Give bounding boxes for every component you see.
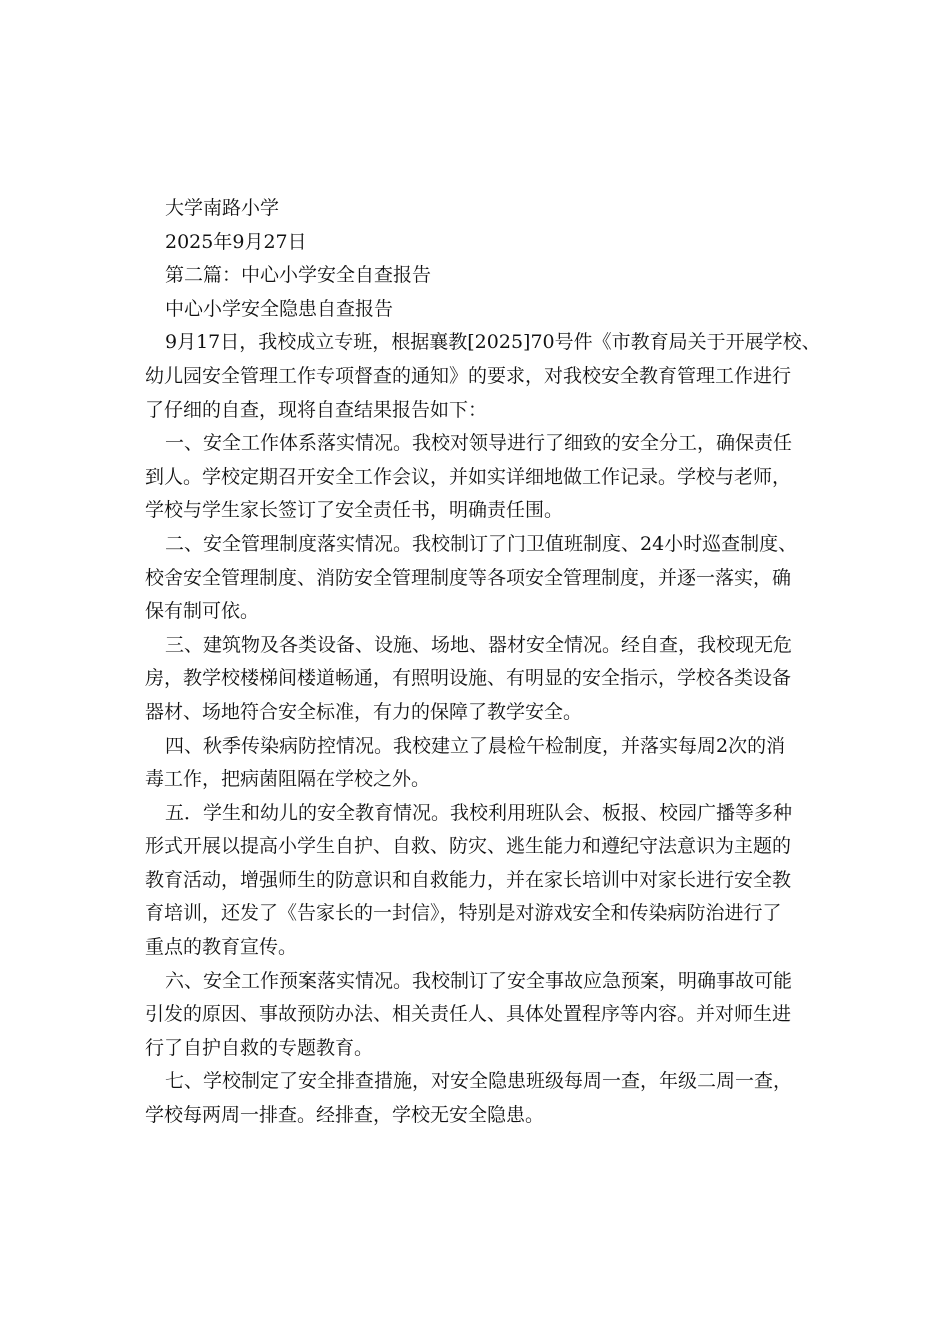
school-name: 大学南路小学 <box>165 197 280 219</box>
paragraph-line: 学校与学生家长签订了安全责任书，明确责任围。 <box>145 499 564 522</box>
paragraph-line: 到人。学校定期召开安全工作会议，并如实详细地做工作记录。学校与老师， <box>145 465 792 488</box>
paragraph-line: 四、秋季传染病防控情况。我校建立了晨检午检制度，并落实每周2次的消 <box>165 734 786 757</box>
paragraph-4 <box>145 730 813 797</box>
paragraph-3 <box>145 629 813 730</box>
paragraph-line: 行了自护自救的专题教育。 <box>145 1036 374 1059</box>
paragraph-line: 六、安全工作预案落实情况。我校制订了安全事故应急预案，明确事故可能 <box>165 969 793 992</box>
report-title: 中心小学安全隐患自查报告 <box>165 297 394 320</box>
paragraph-line: 三、建筑物及各类设备、设施、场地、器材安全情况。经自查，我校现无危 <box>165 633 793 656</box>
paragraph-line: 了仔细的自查，现将自查结果报告如下： <box>145 398 488 421</box>
paragraph-line: 二、安全管理制度落实情况。我校制订了门卫值班制度、24小时巡查制度、 <box>165 532 798 555</box>
paragraph-line: 幼儿园安全管理工作专项督查的通知》的要求，对我校安全教育管理工作进行 <box>145 364 792 387</box>
paragraph-6 <box>145 965 813 1066</box>
paragraph-line: 9月17日，我校成立专班，根据襄教[2025]70号件《市教育局关于开展学校、 <box>165 331 821 354</box>
paragraph-line: 教育活动，增强师生的防意识和自救能力，并在家长培训中对家长进行安全教 <box>145 868 792 891</box>
paragraph-line: 重点的教育宣传。 <box>145 936 298 959</box>
paragraph-line: 五．学生和幼儿的安全教育情况。我校利用班队会、板报、校园广播等多种 <box>165 801 793 824</box>
report-date: 2025年9月27日 <box>165 230 307 253</box>
paragraph-line: 房，教学校楼梯间楼道畅通，有照明设施、有明显的安全指示，学校各类设备 <box>145 667 792 690</box>
paragraph-line: 引发的原因、事故预防办法、相关责任人、具体处置程序等内容。并对师生进 <box>145 1003 792 1026</box>
paragraph-line: 形式开展以提高小学生自护、自救、防灾、逃生能力和遵纪守法意识为主题的 <box>145 835 792 858</box>
paragraph-line: 校舍安全管理制度、消防安全管理制度等各项安全管理制度，并逐一落实，确 <box>145 566 792 589</box>
paragraph-5 <box>145 797 813 965</box>
paragraph-line: 一、安全工作体系落实情况。我校对领导进行了细致的安全分工，确保责任 <box>165 432 793 455</box>
paragraph-line: 七、学校制定了安全排查措施，对安全隐患班级每周一查，年级二周一查， <box>165 1070 793 1093</box>
paragraph-2 <box>145 528 813 629</box>
document-body <box>145 192 821 1133</box>
paragraph-line: 器材、场地符合安全标准，有力的保障了教学安全。 <box>145 700 583 723</box>
paragraph-line: 保有制可依。 <box>145 600 260 623</box>
paragraph-line: 育培训，还发了《告家长的一封信》，特别是对游戏安全和传染病防治进行了 <box>145 902 782 925</box>
paragraph-line: 学校每两周一排查。经排查，学校无安全隐患。 <box>145 1104 545 1127</box>
paragraph-intro <box>145 326 821 427</box>
chapter-title: 第二篇：中心小学安全自查报告 <box>165 264 432 287</box>
paragraph-1 <box>145 427 813 528</box>
paragraph-line: 毒工作，把病菌阻隔在学校之外。 <box>145 768 431 791</box>
paragraph-7 <box>145 1065 813 1132</box>
